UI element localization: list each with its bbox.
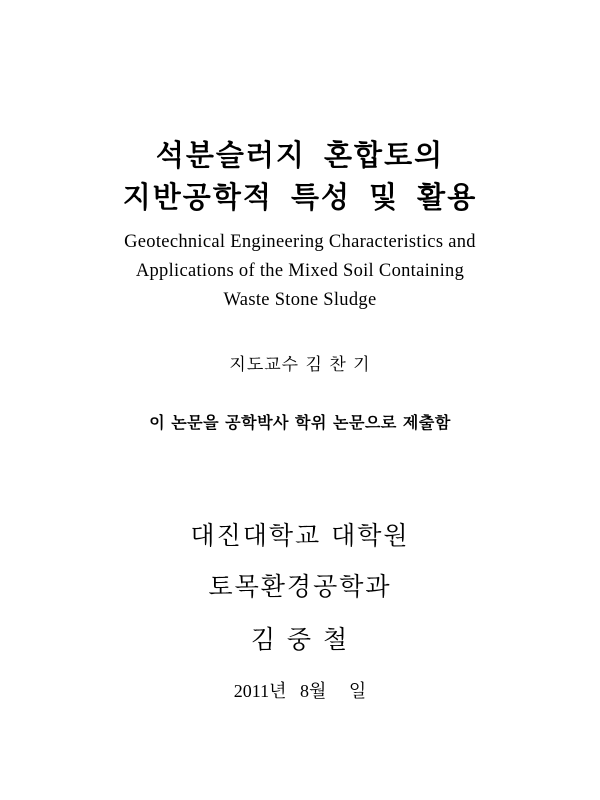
english-title-line-1: Geotechnical Engineering Characteristics and — [124, 232, 476, 252]
english-title-line-3: Waste Stone Sludge — [223, 290, 377, 310]
korean-title-line-2: 지반공학적 특성 및 활용 — [122, 180, 478, 214]
university-name: 대진대학교 대학원 — [190, 521, 410, 550]
korean-title-line-1: 석분슬러지 혼합토의 — [155, 138, 445, 172]
submission-statement: 이 논문을 공학박사 학위 논문으로 제출함 — [149, 413, 451, 432]
author-name: 김 중 철 — [250, 625, 350, 654]
submission-date: 2011년 8월 일 — [233, 681, 367, 701]
advisor-line: 지도교수 김 찬 기 — [229, 355, 371, 375]
department-name: 토목환경공학과 — [208, 572, 392, 601]
english-title-line-2: Applications of the Mixed Soil Containing — [135, 261, 465, 281]
